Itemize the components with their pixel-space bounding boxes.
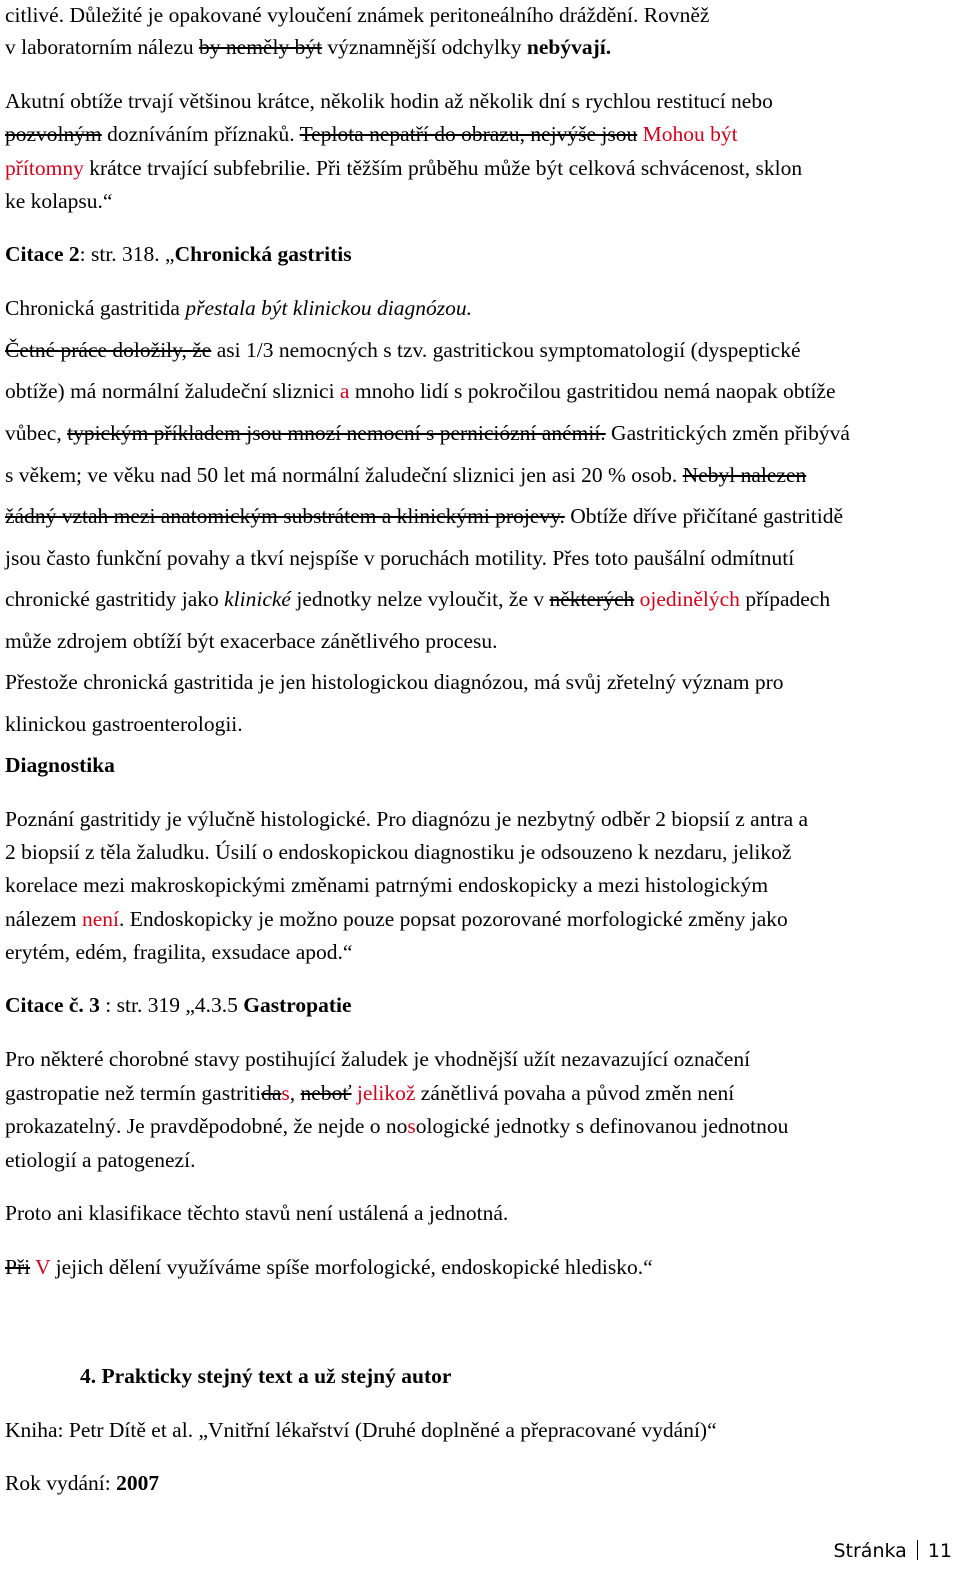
text: asi 1/3 nemocných s tzv. gastritickou symptomatologií (dyspeptické: [211, 338, 801, 362]
citation-heading: [5, 992, 352, 1018]
paragraph-line: [5, 462, 806, 488]
deleted-text: Při: [5, 1255, 31, 1279]
inserted-text: V: [30, 1255, 51, 1279]
inserted-text: ojedinělých: [634, 587, 740, 611]
footer-divider: [917, 1540, 918, 1560]
year-label: Rok vydání:: [5, 1471, 117, 1495]
deleted-text: Četné práce doložily, že: [5, 338, 212, 362]
text: 2 biopsií z těla žaludku. Úsilí o endoskopickou diagnostiku je odsouzeno k nezdaru, jelikož: [5, 840, 792, 864]
text: ,: [289, 1081, 301, 1105]
paragraph-line: [5, 121, 738, 147]
text: : str. 319 „4.3.5: [99, 993, 244, 1017]
text: gastropatie než termín gastriti: [5, 1081, 262, 1105]
text: krátce trvající subfebrilie. Při těžším průběhu může být celková schvácenost, sklon: [83, 156, 803, 180]
paragraph-line: [5, 2, 709, 28]
text: . Endoskopicky je možno pouze popsat pozorované morfologické změny jako: [119, 907, 788, 931]
paragraph-line: [5, 337, 801, 363]
text: citlivé. Důležité je opakované vyloučení známek peritoneálního dráždění. Rovněž: [5, 3, 710, 27]
page-footer: [833, 1540, 952, 1562]
paragraph-line: [5, 34, 611, 60]
inserted-text: Mohou být: [637, 122, 738, 146]
text: ologické jednotky s definovanou jednotnou: [415, 1114, 789, 1138]
text: případech: [739, 587, 831, 611]
paragraph-line: [5, 503, 843, 529]
inserted-text: přítomny: [5, 156, 84, 180]
text: Obtíže dříve přičítané gastritidě: [564, 504, 844, 528]
bold-text: nebývají.: [526, 35, 612, 59]
citation-title: Gastropatie: [243, 993, 352, 1017]
inserted-text: s: [281, 1081, 290, 1105]
text: ke kolapsu.“: [5, 189, 113, 213]
paragraph-line: [5, 628, 497, 654]
citation-label: Citace č. 3: [5, 993, 100, 1017]
text: jsou často funkční povahy a tkví nejspíše v poruchách motility. Přes toto paušální odmítnutí: [5, 546, 795, 570]
text: v laboratorním nálezu: [5, 35, 200, 59]
paragraph-line: [5, 711, 243, 737]
deleted-text: pozvolným: [5, 122, 102, 146]
text: erytém, edém, fragilita, exsudace apod.“: [5, 940, 353, 964]
text: Akutní obtíže trvají většinou krátce, několik hodin až několik dní s rychlou restitucí nebo: [5, 89, 773, 113]
paragraph-line: [5, 295, 472, 321]
inserted-text: s: [407, 1114, 416, 1138]
text: s věkem; ve věku nad 50 let má normální žaludeční sliznici jen asi 20 % osob.: [5, 463, 683, 487]
text: klinickou gastroenterologii.: [5, 712, 243, 736]
text: Kniha: Petr Dítě et al. „Vnitřní lékařství (Druhé doplněné a přepracované vydání)“: [5, 1418, 717, 1442]
paragraph-line: [5, 1113, 788, 1139]
citation-label: Citace 2: [5, 242, 80, 266]
paragraph-line: [5, 188, 112, 214]
text: : str. 318. „: [79, 242, 175, 266]
deleted-text: Teplota nepatří do obrazu, nejvýše jsou: [299, 122, 638, 146]
paragraph-line: [5, 806, 808, 832]
paragraph-line: [5, 839, 791, 865]
inserted-text: není: [82, 907, 120, 931]
book-reference: [5, 1417, 717, 1443]
text: chronické gastritidy jako: [5, 587, 225, 611]
citation-title: Chronická gastritis: [174, 242, 352, 266]
text: Chronická gastritida: [5, 296, 186, 320]
italic-text: přestala být klinickou diagnózou.: [185, 296, 472, 320]
deleted-text: některých: [549, 587, 635, 611]
publication-year: [5, 1470, 159, 1496]
deleted-text: da: [261, 1081, 282, 1105]
text: Pro některé chorobné stavy postihující žaludek je vhodnější užít nezavazující označení: [5, 1047, 751, 1071]
text: obtíže) má normální žaludeční sliznici: [5, 379, 340, 403]
paragraph-line: [5, 1200, 508, 1226]
text: nálezem: [5, 907, 82, 931]
text: etiologií a patogenezí.: [5, 1148, 196, 1172]
paragraph-line: [5, 1080, 734, 1106]
text: Poznání gastritidy je výlučně histologické. Pro diagnózu je nezbytný odběr 2 biopsií z antra a: [5, 807, 809, 831]
deleted-text: Nebyl nalezen: [682, 463, 807, 487]
text: mnoho lidí s pokročilou gastritidou nemá naopak obtíže: [349, 379, 836, 403]
paragraph-line: [5, 420, 850, 446]
paragraph-line: [5, 939, 352, 965]
text: jednotky nelze vyloučit, že v: [290, 587, 550, 611]
text: Přestože chronická gastritida je jen histologickou diagnózou, má svůj zřetelný význam pro: [5, 670, 784, 694]
text: korelace mezi makroskopickými změnami patrnými endoskopicky a mezi histologickým: [5, 873, 769, 897]
inserted-text: a: [339, 379, 350, 403]
text: prokazatelný. Je pravděpodobné, že nejde o no: [5, 1114, 408, 1138]
paragraph-line: [5, 669, 784, 695]
paragraph-line: [5, 872, 768, 898]
text: Proto ani klasifikace těchto stavů není ustálená a jednotná.: [5, 1201, 509, 1225]
deleted-text: žádný vztah mezi anatomickým substrátem a klinickými projevy.: [5, 504, 565, 528]
inserted-text: jelikož: [351, 1081, 416, 1105]
text: vůbec,: [5, 421, 68, 445]
paragraph-line: [5, 88, 773, 114]
section-heading: 4. Prakticky stejný text a už stejný autor: [80, 1364, 452, 1388]
paragraph-line: [5, 545, 794, 571]
paragraph-line: [5, 906, 788, 932]
paragraph-line: [5, 155, 802, 181]
text: jejich dělení využíváme spíše morfologické, endoskopické hledisko.“: [50, 1255, 653, 1279]
deleted-text: neboť: [300, 1081, 352, 1105]
text: Gastritických změn přibývá: [605, 421, 850, 445]
section-heading: Diagnostika: [5, 753, 115, 777]
text: významnější odchylky: [322, 35, 527, 59]
paragraph-line: [5, 1147, 195, 1173]
page-label: Stránka: [833, 1540, 907, 1562]
citation-heading: [5, 241, 352, 267]
year-value: 2007: [116, 1471, 160, 1495]
deleted-text: by neměly být: [199, 35, 323, 59]
italic-text: klinické: [224, 587, 291, 611]
paragraph-line: [5, 1046, 750, 1072]
paragraph-line: [5, 586, 830, 612]
page-number: 11: [927, 1540, 952, 1562]
paragraph-line: [5, 378, 836, 404]
text: dozníváním příznaků.: [101, 122, 300, 146]
deleted-text: typickým příkladem jsou mnozí nemocní s perniciózní anémií.: [67, 421, 606, 445]
paragraph-line: [5, 1254, 653, 1280]
text: může zdrojem obtíží být exacerbace zánětlivého procesu.: [5, 629, 498, 653]
text: zánětlivá povaha a původ změn není: [415, 1081, 735, 1105]
